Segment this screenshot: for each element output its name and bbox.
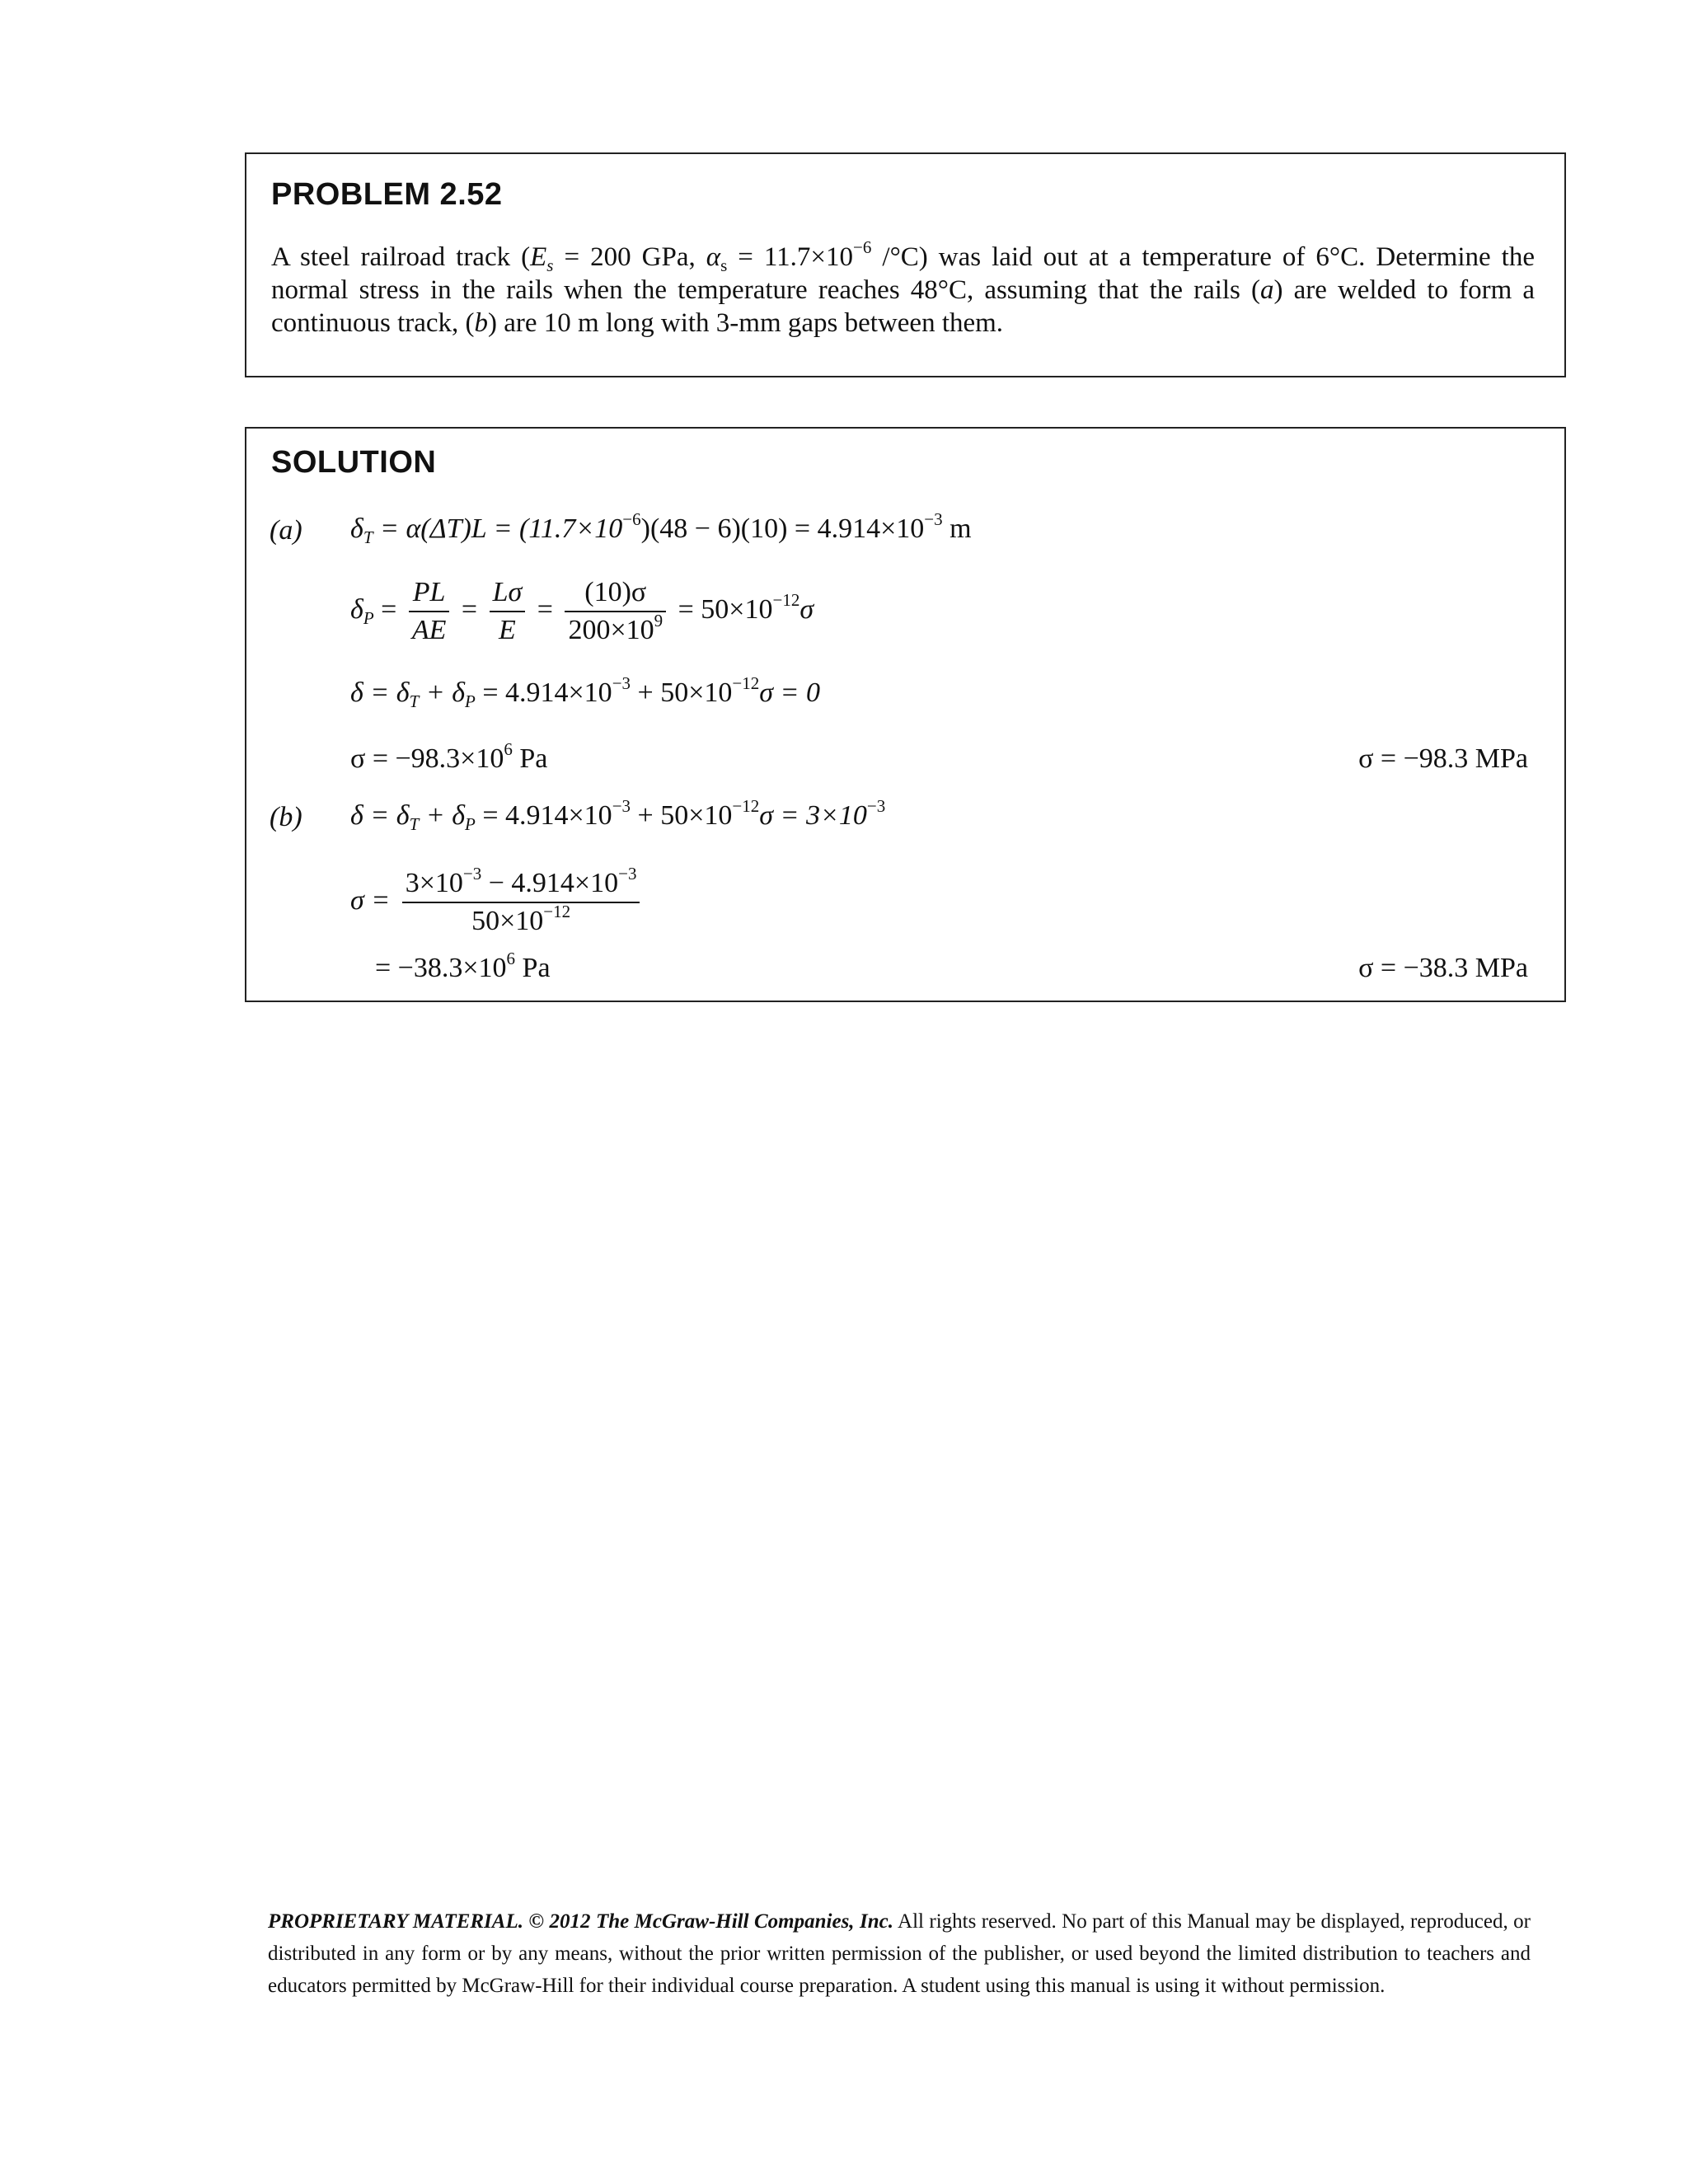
problem-statement <box>271 237 1535 340</box>
alpha-symbol: α <box>706 242 721 272</box>
footer-notice-text: All rights reserved. No part of this Manual may be displayed, reproduced, or distributed in any form or by any means, without the prior written permission of the publisher, or used beyond the limited distribution to teachers and educators permitted by McGraw-Hill for their individual course preparation. A student using this manual is using it without permission. <box>268 1910 1531 1997</box>
alpha-value: = 11.7×10 <box>727 242 854 272</box>
part-a-label: (a) <box>270 515 302 546</box>
thermal-deformation-equation: $\delta_T = \alpha(\Delta T)L = (11.7\times 10^{-6})(48 - 6)(10) = 4.914\times 10^{-3}$ m <box>350 509 972 547</box>
fraction-stress-b: $\frac{3\times 10^{-3} - 4.914\times 10^{-3}}{50\times 10^{-12}}$ <box>402 865 640 940</box>
load-deformation-equation: $\delta_P$ = $\frac{PL}{AE}$ = $\frac{L\sigma}{E}$ = $\frac{(10)\sigma}{200\times 10^9}$ = $50\times 10^{-12}\sigma$ <box>350 574 814 649</box>
modulus-subscript: s <box>546 255 554 275</box>
solution-box <box>245 427 1566 1002</box>
problem-title: PROBLEM 2.52 <box>271 177 503 212</box>
problem-text-part: ) are welded to form a continuous track, ( <box>271 275 1535 338</box>
stress-fraction-b: σ = $\frac{3\times 10^{-3} - 4.914\times 10^{-3}}{50\times 10^{-12}}$ <box>350 865 645 940</box>
modulus-value: = 200 GPa, <box>553 242 706 272</box>
problem-box <box>245 152 1566 377</box>
stress-result-b: = $-38.3\times 10^6$ Pa <box>375 949 551 983</box>
part-a-marker: a <box>1259 275 1274 305</box>
fraction-pl-ae: $\frac{PL}{AE}$ <box>409 574 450 649</box>
problem-text-part: A steel railroad track ( <box>271 242 531 272</box>
answer-a: σ = −98.3 MPa <box>1358 743 1528 774</box>
answer-b: σ = −38.3 MPa <box>1358 953 1528 983</box>
copyright-footer <box>268 1905 1531 2002</box>
solution-title: SOLUTION <box>271 445 437 480</box>
footer-bold-notice: PROPRIETARY MATERIAL. © 2012 The McGraw-Hill Companies, Inc. <box>268 1910 893 1933</box>
fraction-10sigma: $\frac{(10)\sigma}{200\times 10^9}$ <box>565 574 666 649</box>
alpha-unit: /°C) <box>871 242 928 272</box>
fraction-lsigma-e: $\frac{L\sigma}{E}$ <box>490 574 526 649</box>
alpha-exponent: −6 <box>853 237 872 257</box>
problem-text-part: ) are 10 m long with 3-mm gaps between them. <box>488 308 1004 338</box>
part-b-marker: b <box>474 308 489 338</box>
part-b-label: (b) <box>270 802 302 832</box>
stress-result-a: $\sigma = -98.3\times 10^6$ Pa <box>350 739 548 774</box>
compatibility-equation-b: $\delta = \delta_T + \delta_P = 4.914\times 10^{-3} + 50\times 10^{-12}\sigma = 3\times 10^{-3}$ <box>350 796 886 834</box>
modulus-symbol: E <box>530 242 547 272</box>
alpha-subscript: s <box>720 255 728 275</box>
problem-text-part: was laid out at a temperature of 6°C. Determine the normal stress in the rails when the temperature reaches 48°C, assuming that the rails ( <box>271 242 1535 305</box>
compatibility-equation-a: $\delta = \delta_T + \delta_P = 4.914\times 10^{-3} + 50\times 10^{-12}\sigma = 0$ <box>350 673 820 711</box>
